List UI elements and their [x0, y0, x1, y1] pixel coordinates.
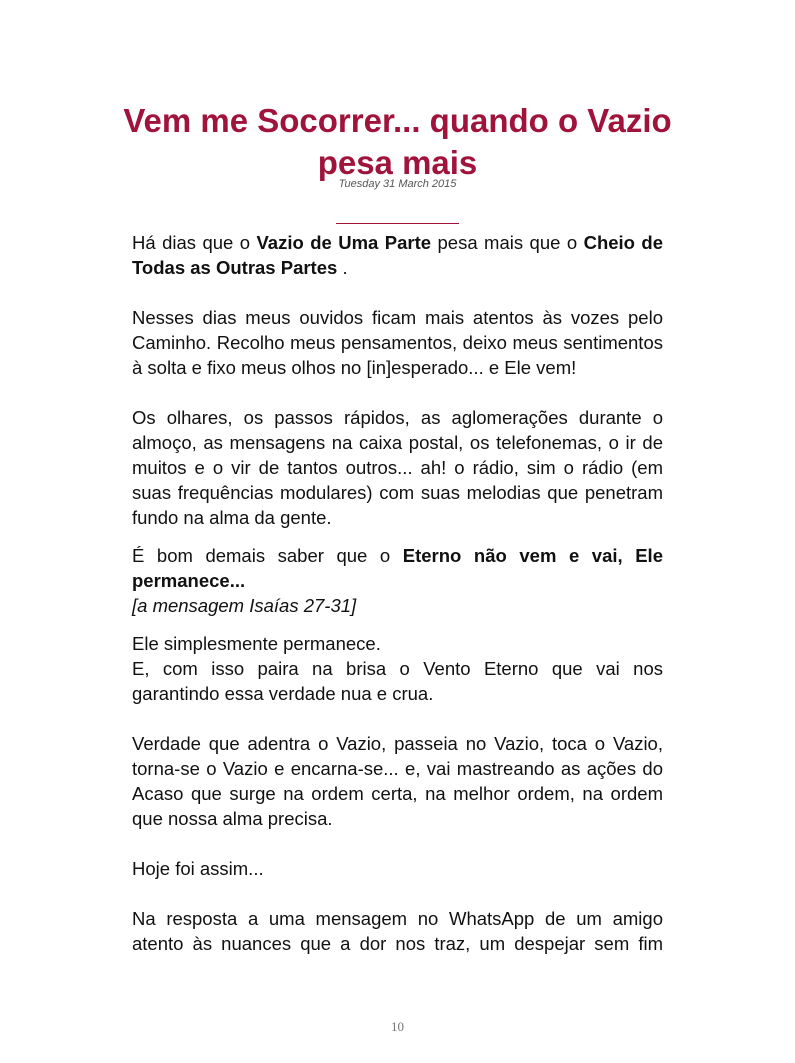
paragraph-4: É bom demais saber que o Eterno não vem e vai, Ele permanece... [a mensagem Isaías 27-31] — [132, 545, 663, 616]
paragraph-2: Nesses dias meus ouvidos ficam mais atentos às vozes pelo Caminho. Recolho meus pensamentos, deixo meus sentimentos à solta e fixo meus olhos no [in]esperado... e Ele vem! — [132, 307, 663, 378]
post-date: Tuesday 31 March 2015 — [338, 178, 457, 190]
paragraph-8: Na resposta a uma mensagem no WhatsApp de um amigo atento às nuances que a dor nos traz, um despejar sem fim — [132, 908, 663, 954]
bold-phrase: Eterno não vem e vai, Ele permanece... — [132, 545, 663, 591]
page-number: 10 — [391, 1019, 404, 1034]
bold-phrase: Cheio de Todas as Outras Partes — [132, 232, 663, 278]
post-body — [132, 230, 663, 956]
paragraph-1: Há dias que o Vazio de Uma Parte pesa mais que o Cheio de Todas as Outras Partes . — [132, 232, 663, 278]
scripture-reference: [a mensagem Isaías 27-31] — [132, 595, 357, 616]
bold-phrase: Vazio de Uma Parte — [256, 232, 432, 253]
paragraph-5: Ele simplesmente permanece. E, com isso paira na brisa o Vento Eterno que vai nos garantindo essa verdade nua e crua. — [132, 633, 663, 704]
title-divider — [336, 223, 459, 224]
paragraph-7: Hoje foi assim... — [132, 858, 264, 879]
paragraph-6: Verdade que adentra o Vazio, passeia no Vazio, toca o Vazio, torna-se o Vazio e encarna-se... e, vai mastreando as ações do Acaso que surge na ordem certa, na melhor ordem, na ordem que nossa alma precisa. — [132, 733, 663, 829]
post-title: Vem me Socorrer... quando o Vazio pesa mais — [123, 102, 672, 181]
paragraph-3: Os olhares, os passos rápidos, as aglomerações durante o almoço, as mensagens na caixa postal, os telefonemas, o ir de muitos e o vir de tantos outros... ah! o rádio, sim o rádio (em suas frequências modulares) com suas melodias que penetram fundo na alma da gente. — [132, 407, 663, 528]
